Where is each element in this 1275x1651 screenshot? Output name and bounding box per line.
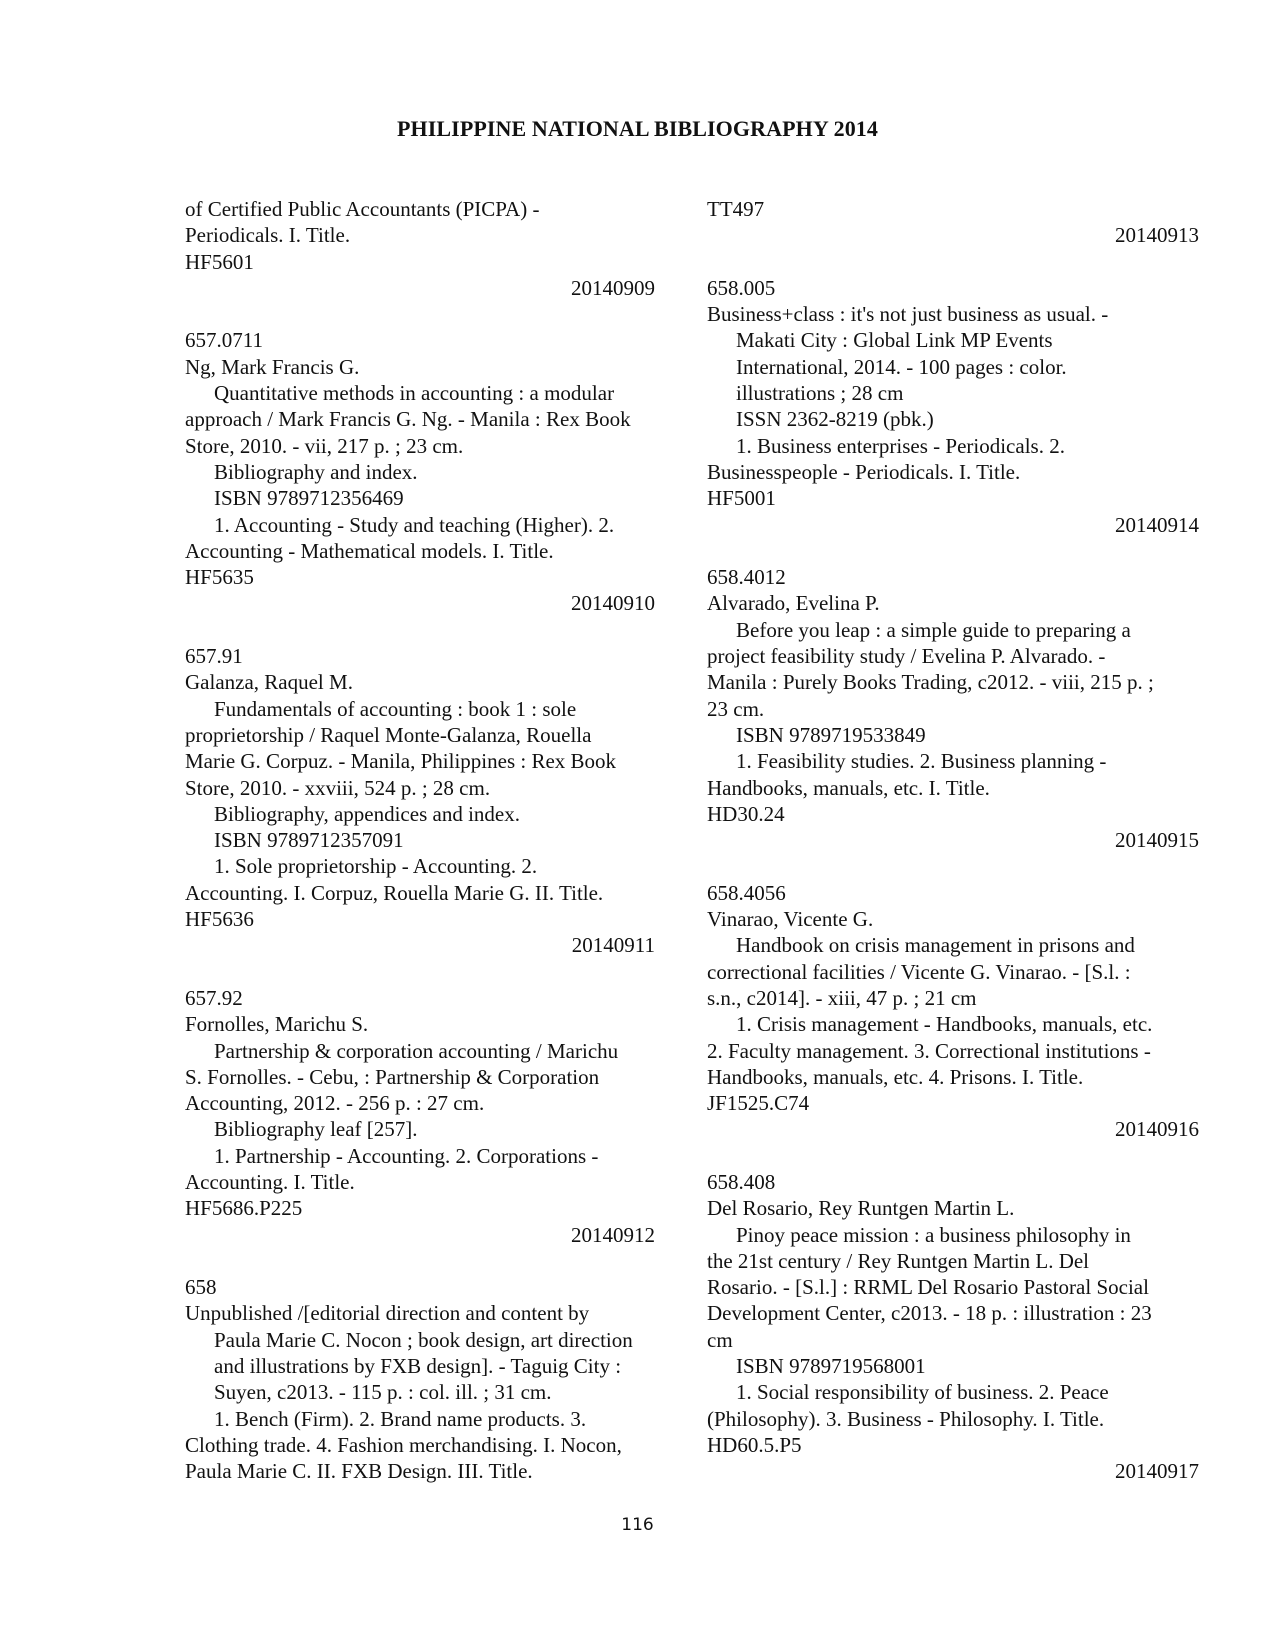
page-number: 116 [621,1515,654,1535]
entry-line: JF1525.C74 [707,1091,810,1116]
entry-line: approach / Mark Francis G. Ng. - Manila : Rex Book [185,407,631,432]
entry-line: Bibliography, appendices and index. [214,801,520,826]
entry-line: Ng, Mark Francis G. [185,354,360,379]
entry-date: 20140914 [1115,512,1199,537]
entry-line: Store, 2010. - vii, 217 p. ; 23 cm. [185,433,464,458]
entry-line: 657.92 [185,985,243,1010]
entry-line: Manila : Purely Books Trading, c2012. - viii, 215 p. ; [707,670,1154,695]
entry-line: Suyen, c2013. - 115 p. : col. ill. ; 31 cm. [214,1380,552,1405]
left-column [185,196,655,1485]
right-column [707,196,1199,1485]
entry-line: 658.005 [707,275,776,300]
entry-line: and illustrations by FXB design]. - Taguig City : [214,1354,622,1379]
entry-date: 20140912 [571,1222,655,1247]
entry-line: Business+class : it's not just business as usual. - [707,302,1109,327]
entry-date: 20140916 [1115,1117,1199,1142]
entry-line: ISBN 9789712356469 [214,486,404,511]
entry-line: Handbooks, manuals, etc. I. Title. [707,775,990,800]
entry-line: 1. Crisis management - Handbooks, manuals, etc. [736,1012,1153,1037]
entry-line: Partnership & corporation accounting / Marichu [214,1038,619,1063]
entry-date: 20140917 [1115,1459,1199,1484]
entry-line: (Philosophy). 3. Business - Philosophy. I. Title. [707,1406,1105,1431]
entry-spacer [185,1248,655,1274]
entry-line: Makati City : Global Link MP Events [736,328,1053,353]
entry-line: 657.91 [185,644,243,669]
entry-line: Unpublished /[editorial direction and content by [185,1301,590,1326]
entry-line: Periodicals. I. Title. [185,223,351,248]
entry-line: Rosario. - [S.l.] : RRML Del Rosario Pastoral Social [707,1275,1149,1300]
entry-spacer [707,1143,1199,1169]
entry-spacer [707,538,1199,564]
entry-date: 20140909 [571,275,655,300]
entry-line: Paula Marie C. Nocon ; book design, art direction [214,1327,633,1352]
entry-line: Before you leap : a simple guide to preparing a [736,617,1131,642]
entry-line: S. Fornolles. - Cebu, : Partnership & Corporation [185,1064,600,1089]
entry-date: 20140915 [1115,828,1199,853]
entry-date: 20140911 [571,933,655,958]
entry-line: 1. Bench (Firm). 2. Brand name products. 3. [214,1406,587,1431]
entry-date: 20140913 [1115,223,1199,248]
entry-line: Handbook on crisis management in prisons and [736,933,1135,958]
entry-date: 20140910 [571,591,655,616]
entry-line: Bibliography leaf [257]. [214,1117,418,1142]
entry-line: 1. Accounting - Study and teaching (Higher). 2. [214,512,615,537]
entry-line: Store, 2010. - xxviii, 524 p. ; 28 cm. [185,775,491,800]
entry-spacer [707,249,1199,275]
entry-spacer [707,853,1199,879]
entry-spacer [185,617,655,643]
entry-line: International, 2014. - 100 pages : color. [736,354,1067,379]
entry-line: Clothing trade. 4. Fashion merchandising. I. Nocon, [185,1432,622,1457]
entry-line: Accounting. I. Title. [185,1169,355,1194]
entry-spacer [185,301,655,327]
entry-line: 658.408 [707,1169,776,1194]
entry-line: 2. Faculty management. 3. Correctional institutions - [707,1038,1151,1063]
entry-line: HF5636 [185,907,254,932]
entry-line: Fornolles, Marichu S. [185,1012,369,1037]
entry-line: Handbooks, manuals, etc. 4. Prisons. I. Title. [707,1064,1084,1089]
entry-line: 1. Partnership - Accounting. 2. Corporations - [214,1143,599,1168]
entry-line: ISBN 9789719533849 [736,722,926,747]
entry-line: Vinarao, Vicente G. [707,907,874,932]
entry-line: Businesspeople - Periodicals. I. Title. [707,459,1021,484]
entry-line: Accounting. I. Corpuz, Rouella Marie G. II. Title. [185,880,604,905]
entry-line: 1. Business enterprises - Periodicals. 2. [736,433,1065,458]
entry-line: Accounting, 2012. - 256 p. : 27 cm. [185,1091,485,1116]
entry-line: s.n., c2014]. - xiii, 47 p. ; 21 cm [707,985,977,1010]
entry-line: Alvarado, Evelina P. [707,591,880,616]
entry-line: Del Rosario, Rey Runtgen Martin L. [707,1196,1015,1221]
entry-line: 658.4012 [707,565,786,590]
entry-line: HF5686.P225 [185,1196,303,1221]
entry-line: HD30.24 [707,801,785,826]
entry-line: 1. Feasibility studies. 2. Business planning - [736,749,1107,774]
entry-line: 658.4056 [707,880,786,905]
entry-line: Paula Marie C. II. FXB Design. III. Title. [185,1459,533,1484]
entry-line: project feasibility study / Evelina P. Alvarado. - [707,644,1106,669]
entry-line: proprietorship / Raquel Monte-Galanza, Rouella [185,722,592,747]
entry-line: ISBN 9789719568001 [736,1354,926,1379]
entry-line: Galanza, Raquel M. [185,670,353,695]
entry-line: HF5635 [185,565,254,590]
entry-line: Fundamentals of accounting : book 1 : sole [214,696,577,721]
entry-line: HD60.5.P5 [707,1432,802,1457]
entry-line: 23 cm. [707,696,765,721]
entry-line: Development Center, c2013. - 18 p. : illustration : 23 [707,1301,1152,1326]
entry-line: Marie G. Corpuz. - Manila, Philippines : Rex Book [185,749,617,774]
entry-line: Quantitative methods in accounting : a modular [214,381,615,406]
entry-line: illustrations ; 28 cm [736,381,904,406]
page-title: PHILIPPINE NATIONAL BIBLIOGRAPHY 2014 [396,116,879,141]
entry-line: Pinoy peace mission : a business philosophy in [736,1222,1131,1247]
entry-line: 657.0711 [185,328,263,353]
entry-line: HF5601 [185,249,254,274]
entry-line: 1. Sole proprietorship - Accounting. 2. [214,854,538,879]
entry-line: cm [707,1327,733,1352]
entry-line: correctional facilities / Vicente G. Vinarao. - [S.l. : [707,959,1131,984]
entry-line: 658 [185,1275,217,1300]
entry-spacer [185,959,655,985]
entry-line: TT497 [707,197,765,221]
entry-line: the 21st century / Rey Runtgen Martin L. Del [707,1248,1090,1273]
entry-line: Bibliography and index. [214,459,418,484]
entry-line: Accounting - Mathematical models. I. Title. [185,538,554,563]
entry-line: of Certified Public Accountants (PICPA) - [185,197,540,221]
entry-line: 1. Social responsibility of business. 2. Peace [736,1380,1109,1405]
entry-line: ISBN 9789712357091 [214,828,404,853]
entry-line: HF5001 [707,486,776,511]
entry-line: ISSN 2362-8219 (pbk.) [736,407,934,432]
